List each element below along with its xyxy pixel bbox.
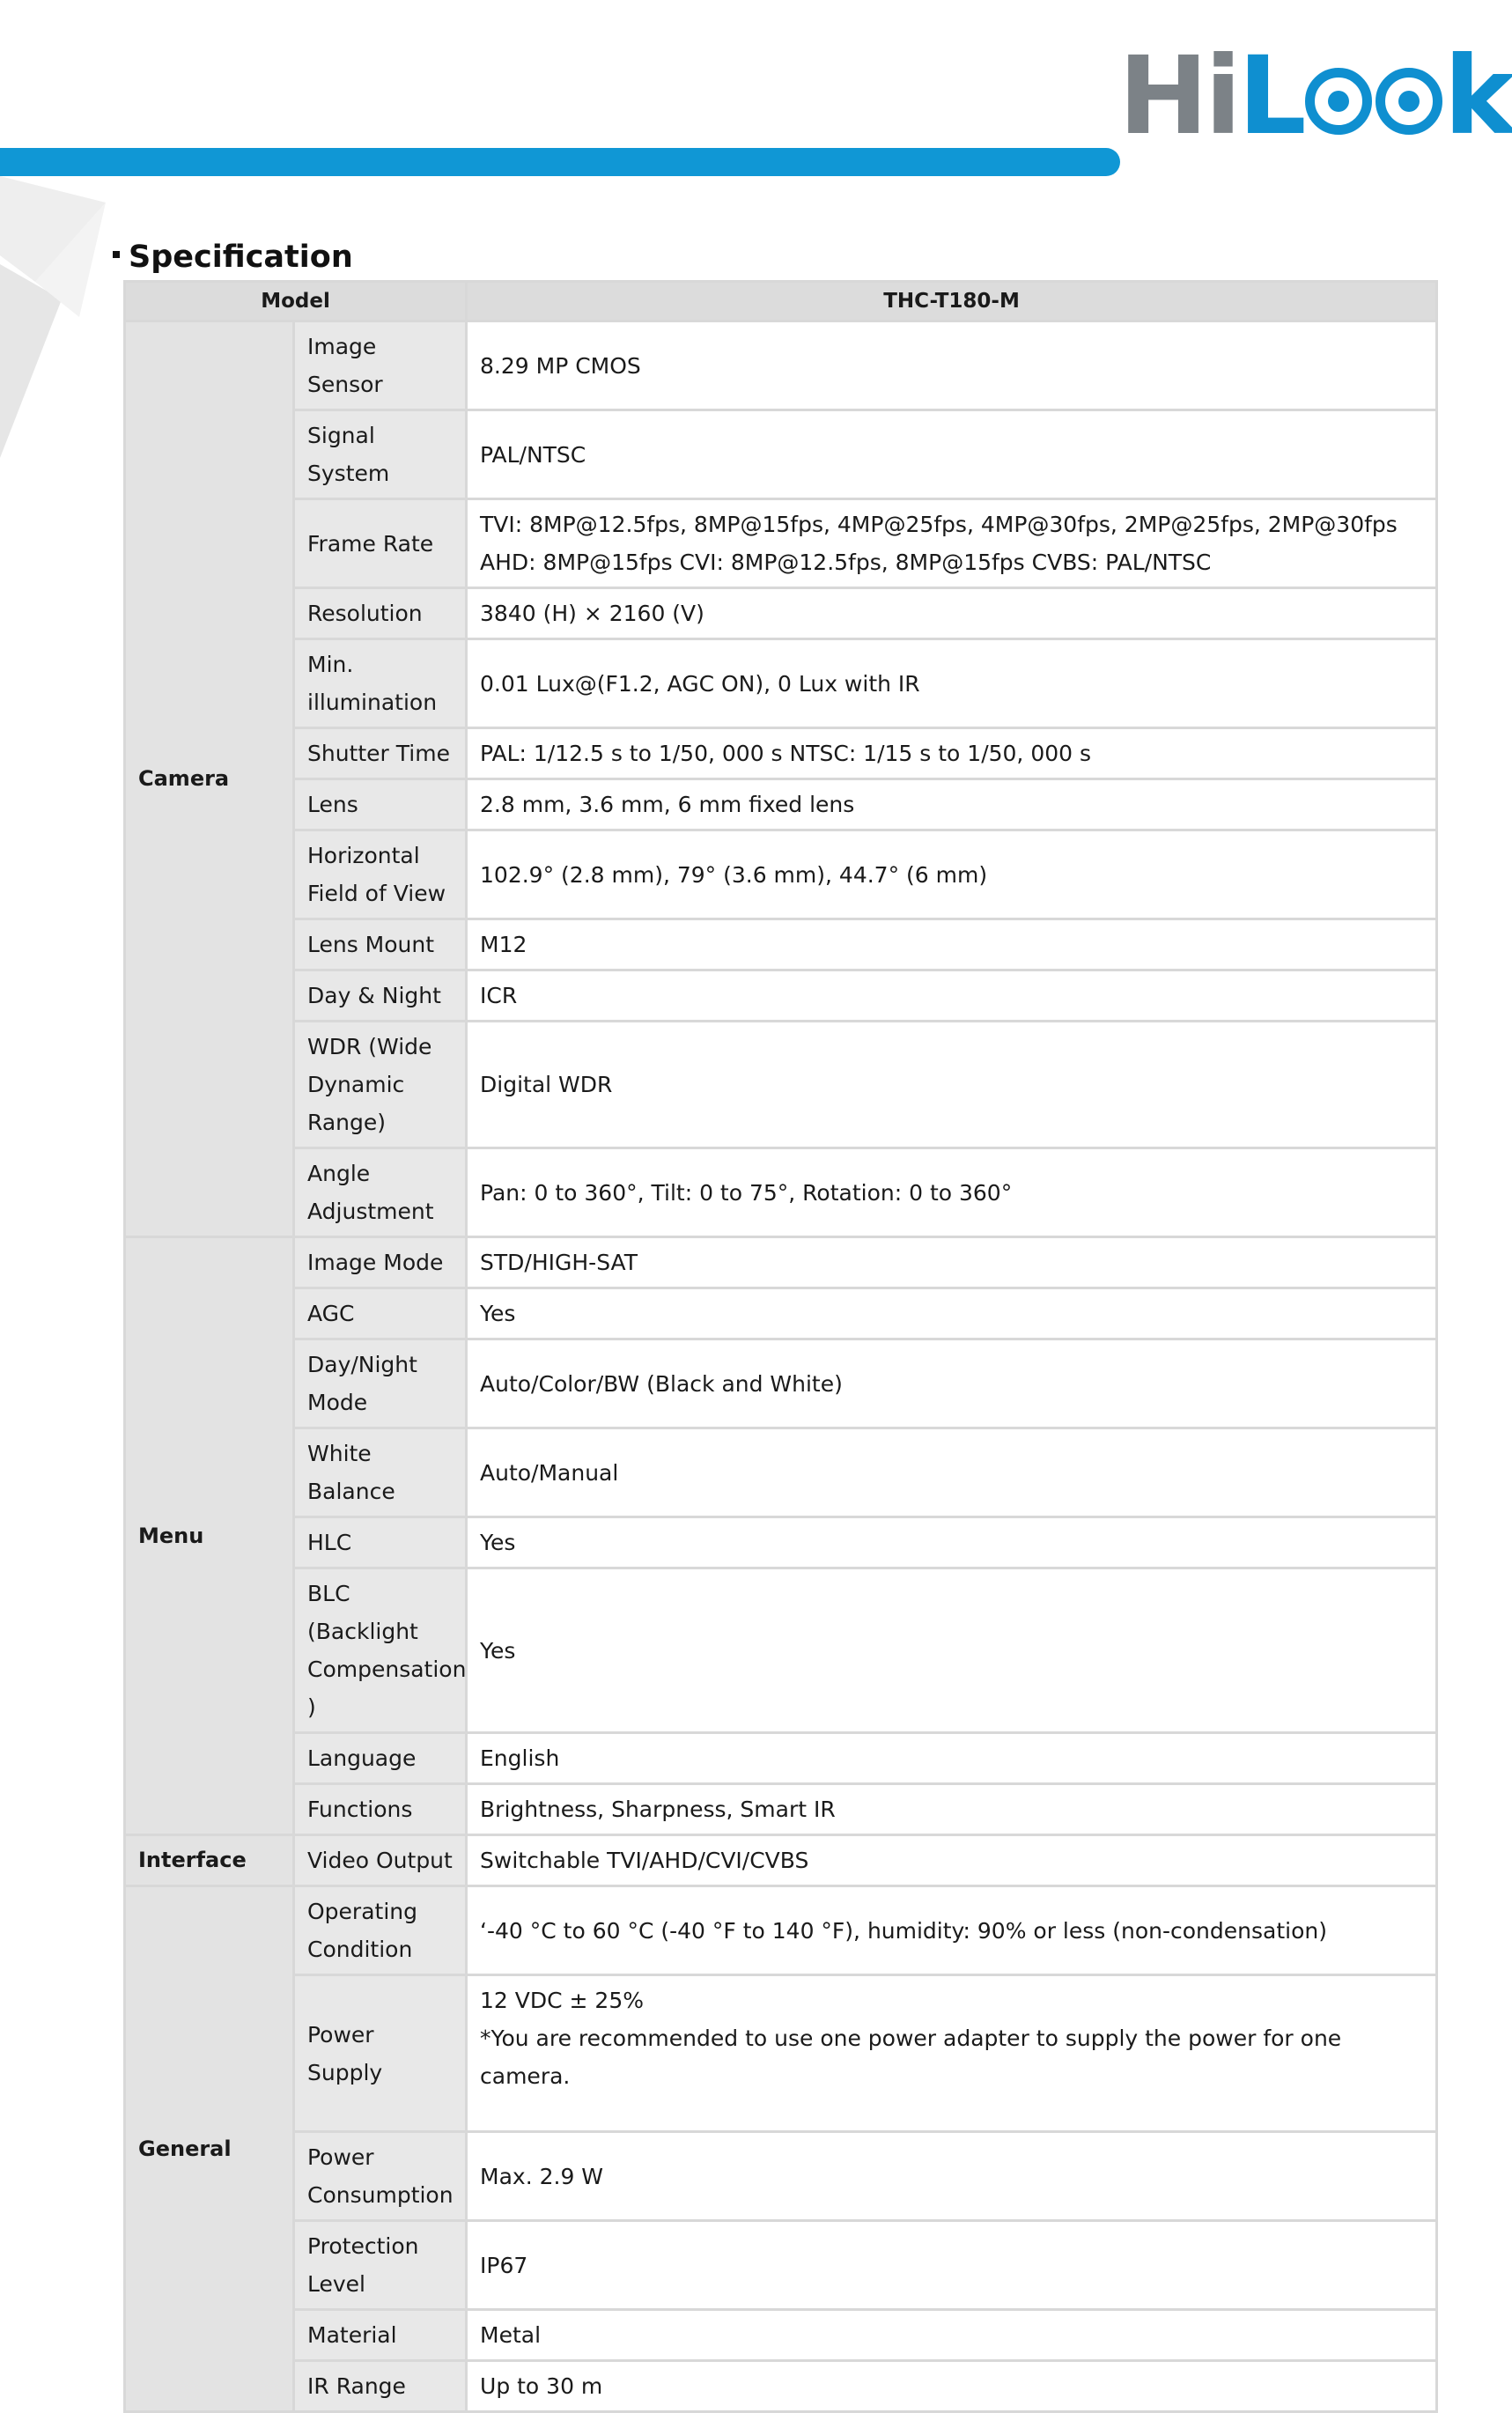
parameter-value: Switchable TVI/AHD/CVI/CVBS xyxy=(467,1835,1437,1886)
parameter-name: Resolution xyxy=(294,588,467,639)
parameter-name: Day/Night Mode xyxy=(294,1339,467,1428)
parameter-name: Frame Rate xyxy=(294,499,467,588)
decorative-shard-graphic xyxy=(0,176,123,467)
table-row xyxy=(125,1568,1437,1733)
parameter-value: Metal xyxy=(467,2310,1437,2361)
table-row xyxy=(125,779,1437,830)
model-value: THC-T180-M xyxy=(467,282,1437,321)
parameter-value: ‘-40 °C to 60 °C (-40 °F to 140 °F), humidity: 90% or less (non-condensation) xyxy=(467,1886,1437,1975)
parameter-value: Auto/Color/BW (Black and White) xyxy=(467,1339,1437,1428)
page-title: Specification xyxy=(129,240,353,275)
table-row xyxy=(125,728,1437,779)
parameter-value: Digital WDR xyxy=(467,1022,1437,1148)
parameter-value: Yes xyxy=(467,1288,1437,1339)
parameter-name: Operating Condition xyxy=(294,1886,467,1975)
parameter-value: English xyxy=(467,1733,1437,1784)
table-header-row xyxy=(125,282,1437,321)
table-row xyxy=(125,321,1437,410)
parameter-name: Horizontal Field of View xyxy=(294,830,467,919)
parameter-value: PAL/NTSC xyxy=(467,410,1437,499)
parameter-value: 102.9° (2.8 mm), 79° (3.6 mm), 44.7° (6 mm) xyxy=(467,830,1437,919)
table-row xyxy=(125,830,1437,919)
parameter-name: Lens xyxy=(294,779,467,830)
specification-body xyxy=(125,321,1437,2412)
table-row xyxy=(125,919,1437,970)
parameter-name: Video Output xyxy=(294,1835,467,1886)
parameter-value xyxy=(467,1975,1437,2132)
parameter-name: Language xyxy=(294,1733,467,1784)
parameter-value: Yes xyxy=(467,1517,1437,1568)
parameter-value: Up to 30 m xyxy=(467,2361,1437,2412)
table-row xyxy=(125,1339,1437,1428)
table-row xyxy=(125,1237,1437,1288)
parameter-value: Brightness, Sharpness, Smart IR xyxy=(467,1784,1437,1835)
table-row xyxy=(125,1517,1437,1568)
table-row xyxy=(125,1784,1437,1835)
parameter-value: IP67 xyxy=(467,2221,1437,2310)
parameter-name: HLC xyxy=(294,1517,467,1568)
parameter-name: Day & Night xyxy=(294,970,467,1022)
parameter-name: IR Range xyxy=(294,2361,467,2412)
parameter-name: Min. illumination xyxy=(294,639,467,728)
parameter-value-note: *You are recommended to use one power adapter to supply the power for one camera. xyxy=(480,2026,1342,2089)
parameter-name: Shutter Time xyxy=(294,728,467,779)
bullet-icon xyxy=(113,251,120,258)
model-label: Model xyxy=(125,282,467,321)
parameter-name: Functions xyxy=(294,1784,467,1835)
parameter-name: White Balance xyxy=(294,1428,467,1517)
parameter-name: Lens Mount xyxy=(294,919,467,970)
parameter-name: BLC (Backlight Compensation ) xyxy=(294,1568,467,1733)
parameter-value: 3840 (H) × 2160 (V) xyxy=(467,588,1437,639)
parameter-value: Yes xyxy=(467,1568,1437,1733)
parameter-name: WDR (Wide Dynamic Range) xyxy=(294,1022,467,1148)
table-row xyxy=(125,1428,1437,1517)
group-label: Camera xyxy=(125,321,294,1237)
group-label: Interface xyxy=(125,1835,294,1886)
table-row xyxy=(125,1022,1437,1148)
table-row xyxy=(125,499,1437,588)
group-label: Menu xyxy=(125,1237,294,1835)
table-row xyxy=(125,2221,1437,2310)
parameter-name: Image Sensor xyxy=(294,321,467,410)
parameter-name: AGC xyxy=(294,1288,467,1339)
parameter-name: Material xyxy=(294,2310,467,2361)
table-row xyxy=(125,2361,1437,2412)
table-row xyxy=(125,2132,1437,2221)
table-row xyxy=(125,1835,1437,1886)
parameter-value: Pan: 0 to 360°, Tilt: 0 to 75°, Rotation: 0 to 360° xyxy=(467,1148,1437,1237)
table-row xyxy=(125,410,1437,499)
group-label: General xyxy=(125,1886,294,2412)
parameter-value: PAL: 1/12.5 s to 1/50, 000 s NTSC: 1/15 s to 1/50, 000 s xyxy=(467,728,1437,779)
table-row xyxy=(125,1975,1437,2132)
parameter-name: Power Supply xyxy=(294,1975,467,2132)
parameter-name: Signal System xyxy=(294,410,467,499)
table-row xyxy=(125,1288,1437,1339)
table-row xyxy=(125,1886,1437,1975)
header-accent-bar xyxy=(0,148,1120,176)
parameter-name: Protection Level xyxy=(294,2221,467,2310)
parameter-value: Auto/Manual xyxy=(467,1428,1437,1517)
parameter-name: Power Consumption xyxy=(294,2132,467,2221)
parameter-value: 0.01 Lux@(F1.2, AGC ON), 0 Lux with IR xyxy=(467,639,1437,728)
specification-table xyxy=(123,280,1438,2413)
parameter-value-main: 12 VDC ± 25% xyxy=(480,1988,644,2013)
table-row xyxy=(125,970,1437,1022)
section-heading xyxy=(113,240,353,275)
table-row xyxy=(125,639,1437,728)
parameter-value: TVI: 8MP@12.5fps, 8MP@15fps, 4MP@25fps, 4MP@30fps, 2MP@25fps, 2MP@30fps AHD: 8MP@15fps CVI: 8MP@12.5fps, 8MP@15fps CVBS: PAL/NTSC xyxy=(467,499,1437,588)
parameter-value: 8.29 MP CMOS xyxy=(467,321,1437,410)
parameter-value: Max. 2.9 W xyxy=(467,2132,1437,2221)
parameter-value: STD/HIGH-SAT xyxy=(467,1237,1437,1288)
table-row xyxy=(125,1148,1437,1237)
parameter-name: Angle Adjustment xyxy=(294,1148,467,1237)
hilook-logo: HiL k xyxy=(1118,33,1512,159)
table-row xyxy=(125,2310,1437,2361)
table-row xyxy=(125,588,1437,639)
parameter-value: ICR xyxy=(467,970,1437,1022)
parameter-value: 2.8 mm, 3.6 mm, 6 mm fixed lens xyxy=(467,779,1437,830)
parameter-name: Image Mode xyxy=(294,1237,467,1288)
table-row xyxy=(125,1733,1437,1784)
parameter-value: M12 xyxy=(467,919,1437,970)
